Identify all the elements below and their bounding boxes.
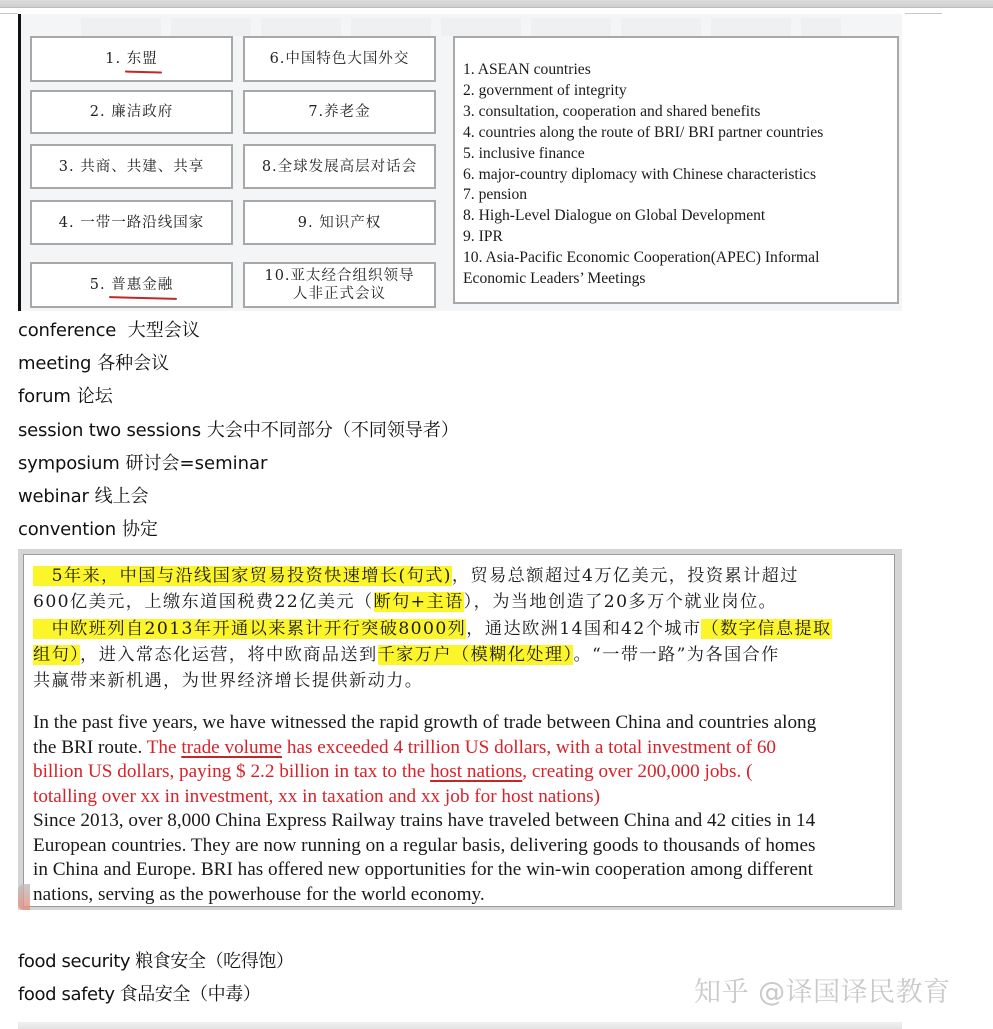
vocab-item: [18, 947, 294, 980]
translation-item: 5. inclusive finance: [463, 144, 585, 162]
term-box-2: [30, 90, 233, 134]
term-text: 全球发展高层对话会: [277, 158, 418, 175]
vocab-item: [18, 449, 459, 482]
vocab-chinese: 食品安全（中毒）: [119, 984, 261, 1005]
term-text: 普惠金融: [111, 277, 174, 293]
highlighted-text: 组句）: [33, 644, 81, 665]
vocab-chinese: 研讨会=seminar: [125, 452, 268, 474]
passage-line: [33, 589, 893, 615]
term-box-6: [243, 36, 436, 82]
vocab-item: [18, 980, 294, 1013]
passage-text: ，贸易总额超过4万亿美元，投资累计超过: [451, 566, 799, 586]
translation-item: 10. Asia-Pacific Economic Cooperation(APEC) Informal: [463, 249, 820, 267]
translation-item: 6. major-country diplomacy with Chinese characteristics: [463, 165, 817, 183]
term-number: 7.: [308, 104, 325, 120]
underlined-text: trade volume: [181, 736, 283, 758]
passage-text: ，通达欧洲14国和42个城市: [466, 618, 702, 639]
passage-line: totalling over xx in investment, xx in taxation and xx job for host nations): [33, 785, 601, 807]
translation-item: 2. government of integrity: [463, 81, 627, 99]
term-box-7: [243, 90, 436, 134]
highlighted-text: 5年来，中国与沿线国家贸易投资快速增长(句式): [33, 566, 452, 586]
english-passage: [33, 711, 893, 907]
passage-line: in China and Europe. BRI has offered new opportunities for the win-win cooperation among different: [33, 859, 813, 880]
vocab-chinese: 论坛: [76, 386, 113, 408]
translation-item: 3. consultation, cooperation and shared benefits: [463, 102, 761, 120]
term-number: 4.: [58, 214, 75, 231]
passage-line: [33, 616, 893, 642]
passage-line: 共赢带来新机遇，为世界经济增长提供新动力。: [33, 671, 424, 692]
term-number: 3.: [58, 158, 75, 175]
vocab-chinese: 粮食安全（吃得饱）: [135, 951, 294, 972]
slide-corner-mark: [18, 884, 30, 910]
vocab-english: webinar: [18, 485, 89, 507]
passage-line: [33, 760, 893, 785]
translation-item: 1. ASEAN countries: [463, 61, 591, 78]
term-text-line2: 人非正式会议: [293, 286, 386, 302]
annotated-text: The: [146, 736, 182, 758]
passage-text: 600亿美元，上缴东道国税费22亿美元（: [33, 592, 374, 613]
vocab-chinese: 大会中不同部分（不同领导者）: [206, 419, 459, 441]
top-bar: [0, 0, 993, 8]
vocab-english: session two sessions: [18, 419, 201, 441]
annotated-text: , creating over 200,000 jobs. (: [522, 761, 753, 782]
faded-header: [81, 18, 841, 36]
annotated-text: has exceeded 4 trillion US dollars, with a total investment of 60: [282, 736, 777, 758]
term-number: 8.: [261, 158, 278, 175]
term-box-9: [243, 200, 436, 245]
vocab-chinese: 协定: [121, 519, 158, 541]
translation-item: 9. IPR: [463, 228, 503, 246]
term-text: 知识产权: [319, 214, 382, 231]
term-text: 中国特色大国外交: [285, 51, 410, 67]
vocab-chinese: 各种会议: [97, 353, 170, 375]
underlined-text: host nations: [430, 761, 523, 782]
passage-text: ，进入常态化运营，将中欧商品送到: [80, 644, 378, 665]
food-vocabulary-list: [18, 947, 294, 1013]
term-text: 一带一路沿线国家: [80, 214, 205, 231]
translation-item: Economic Leaders’ Meetings: [463, 270, 646, 288]
passage-line: Since 2013, over 8,000 China Express Railway trains have traveled between China and 42 cities in 14: [33, 810, 816, 831]
highlighted-text: 断句+主语: [373, 592, 464, 613]
highlighted-text: （数字信息提取: [701, 618, 832, 639]
term-number: 6.: [269, 51, 286, 67]
passage-line: [33, 563, 893, 589]
term-text: 东盟: [126, 51, 158, 67]
passage-line: [33, 736, 893, 761]
zhihu-watermark: 知乎 @译国译民教育: [694, 977, 951, 1008]
term-box-10: [243, 262, 436, 308]
vocab-item: [18, 515, 459, 548]
term-box-8: [243, 144, 436, 189]
translation-item: 4. countries along the route of BRI/ BRI partner countries: [463, 123, 824, 141]
passage-text: ），为当地创造了20多万个就业岗位。: [463, 592, 778, 613]
term-number: 2.: [89, 104, 106, 120]
term-number: 10.: [264, 268, 291, 284]
vocab-english: symposium: [18, 452, 120, 474]
vocab-item: [18, 349, 459, 382]
passage-line: In the past five years, we have witnessed the rapid growth of trade between China and countries along: [33, 712, 817, 733]
passage-text: the BRI route.: [33, 736, 147, 758]
term-box-4: [30, 200, 233, 245]
translation-item: 8. High-Level Dialogue on Global Development: [463, 207, 766, 225]
term-text: 亚太经合组织领导: [290, 268, 415, 284]
term-box-1: [30, 36, 233, 82]
vocab-english: conference: [18, 320, 122, 341]
term-box-3: [30, 144, 233, 189]
passage-slide: [23, 554, 895, 907]
vocab-item: [18, 316, 459, 349]
vocab-item: [18, 416, 459, 449]
vocab-english: convention: [18, 519, 116, 541]
vocab-english: forum: [18, 386, 71, 408]
term-text: 养老金: [324, 104, 371, 120]
annotated-text: billion US dollars, paying $ 2.2 billion in tax to the: [33, 761, 431, 782]
term-text: 廉洁政府: [111, 104, 174, 120]
highlighted-text: 中欧班列自2013年开通以来累计开行突破8000列: [33, 618, 467, 639]
translation-item: 7. pension: [463, 186, 528, 204]
passage-line: nations, serving as the powerhouse for the world economy.: [33, 883, 485, 905]
highlighted-text: 千家万户（模糊化处理）: [377, 644, 574, 665]
term-text: 共商、共建、共享: [80, 158, 205, 175]
vocab-chinese: 线上会: [94, 485, 149, 507]
divider: [905, 13, 942, 14]
meeting-vocabulary-list: [18, 316, 459, 548]
english-translations-box: [453, 36, 899, 304]
passage-text: 。“一带一路”为各国合作: [573, 644, 780, 665]
term-number: 1.: [105, 51, 122, 67]
divider: [0, 13, 18, 14]
vocab-chinese: 大型会议: [127, 320, 200, 341]
vocab-english: food security: [18, 951, 131, 972]
vocab-english: food safety: [18, 984, 115, 1005]
vocab-item: [18, 482, 459, 515]
vocab-item: [18, 382, 459, 415]
next-slide-edge: [18, 1022, 902, 1029]
term-number: 5.: [89, 277, 106, 293]
chinese-passage: [33, 563, 893, 694]
term-matching-slide: [18, 14, 902, 311]
term-box-5: [30, 262, 233, 308]
vocab-english: meeting: [18, 353, 92, 375]
term-number: 9.: [297, 214, 314, 231]
passage-line: [33, 642, 893, 668]
passage-line: European countries. They are now running on a regular basis, delivering goods to thousands of homes: [33, 834, 816, 856]
